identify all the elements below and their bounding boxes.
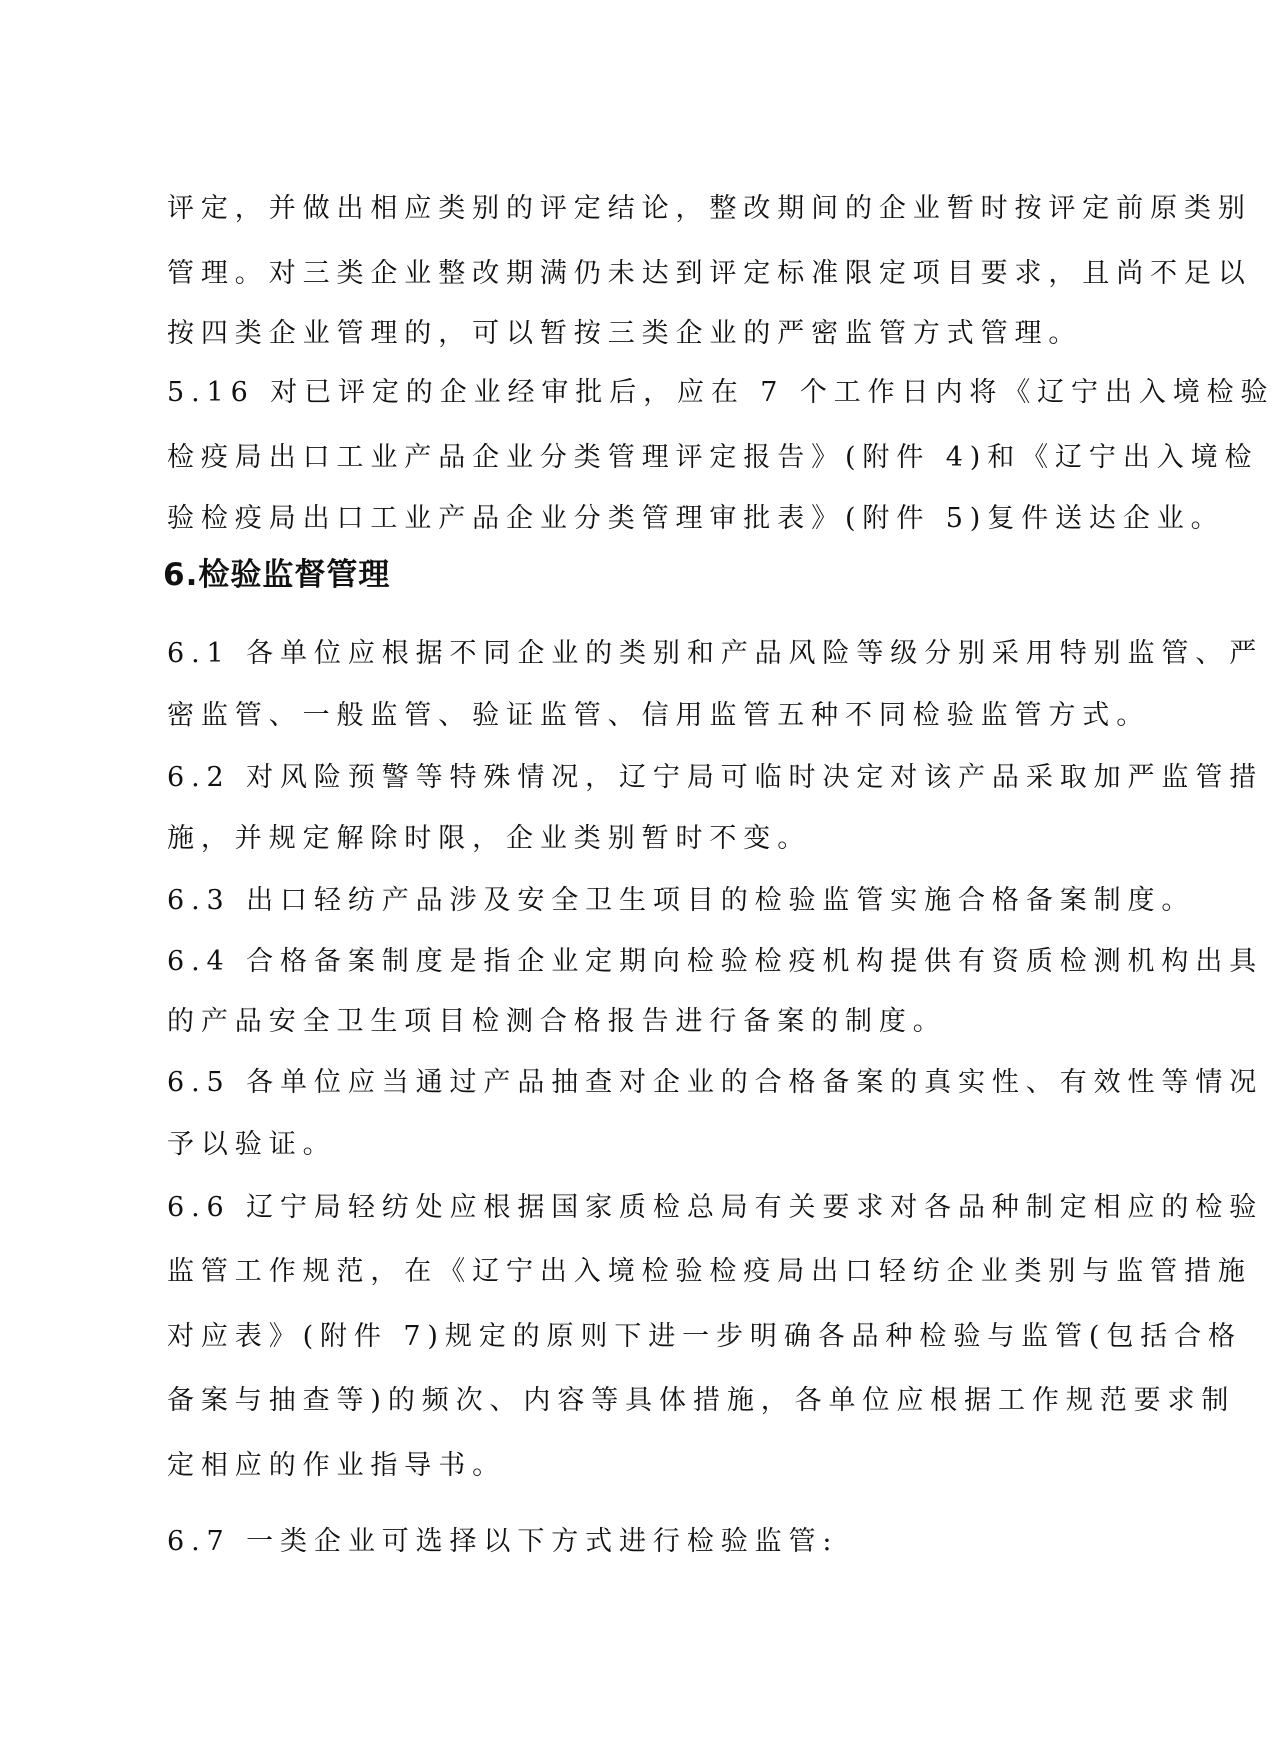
clause-6-6-line-5: 定相应的作业指导书。 xyxy=(167,1450,506,1481)
clause-6-4-line-1: 6.4 合格备案制度是指企业定期向检验检疫机构提供有资质检测机构出具 xyxy=(167,946,1264,977)
clause-6-2-line-2: 施，并规定解除时限，企业类别暂时不变。 xyxy=(167,823,812,854)
clause-6-6-line-4: 备案与抽查等)的频次、内容等具体措施，各单位应根据工作规范要求制 xyxy=(167,1385,1236,1416)
clause-6-7-line-1: 6.7 一类企业可选择以下方式进行检验监管: xyxy=(167,1526,839,1557)
clause-5-16-line-3: 验检疫局出口工业产品企业分类管理审批表》(附件 5)复件送达企业。 xyxy=(167,503,1225,534)
section-6-heading: 6.检验监督管理 xyxy=(163,557,391,593)
clause-6-1-line-2: 密监管、一般监管、验证监管、信用监管五种不同检验监管方式。 xyxy=(167,700,1151,731)
clause-6-1-line-1: 6.1 各单位应根据不同企业的类别和产品风险等级分别采用特别监管、严 xyxy=(167,638,1264,669)
clause-6-5-line-2: 予以验证。 xyxy=(167,1129,337,1160)
clause-6-2-line-1: 6.2 对风险预警等特殊情况，辽宁局可临时决定对该产品采取加严监管措 xyxy=(167,762,1264,793)
paragraph-continuation-line-1: 评定，并做出相应类别的评定结论，整改期间的企业暂时按评定前原类别 xyxy=(167,193,1252,224)
clause-6-6-line-2: 监管工作规范，在《辽宁出入境检验检疫局出口轻纺企业类别与监管措施 xyxy=(167,1256,1252,1287)
clause-5-16-line-1: 5.16 对已评定的企业经审批后，应在 7 个工作日内将《辽宁出入境检验 xyxy=(167,377,1274,408)
clause-6-5-line-1: 6.5 各单位应当通过产品抽查对企业的合格备案的真实性、有效性等情况 xyxy=(167,1067,1264,1098)
clause-5-16-line-2: 检疫局出口工业产品企业分类管理评定报告》(附件 4)和《辽宁出入境检 xyxy=(167,442,1259,473)
paragraph-continuation-line-2: 管理。对三类企业整改期满仍未达到评定标准限定项目要求，且尚不足以 xyxy=(167,258,1252,289)
clause-6-6-line-3: 对应表》(附件 7)规定的原则下进一步明确各品种检验与监管(包括合格 xyxy=(167,1321,1242,1352)
clause-6-3-line-1: 6.3 出口轻纺产品涉及安全卫生项目的检验监管实施合格备案制度。 xyxy=(167,885,1196,916)
clause-6-4-line-2: 的产品安全卫生项目检测合格报告进行备案的制度。 xyxy=(167,1006,947,1037)
paragraph-continuation-line-3: 按四类企业管理的，可以暂按三类企业的严密监管方式管理。 xyxy=(167,318,1083,349)
clause-6-6-line-1: 6.6 辽宁局轻纺处应根据国家质检总局有关要求对各品种制定相应的检验 xyxy=(167,1192,1264,1223)
